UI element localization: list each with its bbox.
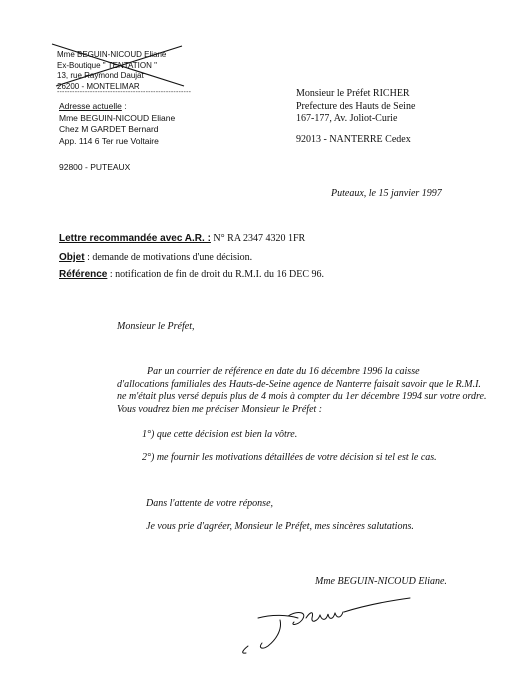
request-item-2: 2°) me fournir les motivations détaillées de votre décision si tel est le cas. xyxy=(142,452,437,463)
subject-value: : demande de motivations d'une décision. xyxy=(84,252,253,263)
old-address-line: 26200 - MONTELIMAR xyxy=(57,81,140,91)
old-address-line: Ex-Boutique " TENTATION " xyxy=(57,60,157,70)
old-address-line: Mme BEGUIN-NICOUD Eliane xyxy=(57,50,167,59)
subject-line xyxy=(59,252,252,263)
current-address-line: Chez M GARDET Bernard xyxy=(59,124,159,134)
recipient-city: 92013 - NANTERRE Cedex xyxy=(296,133,411,145)
old-address-line: 13, rue Raymond Daujat xyxy=(57,71,144,80)
handwritten-signature xyxy=(228,588,418,658)
recipient-office: Prefecture des Hauts de Seine xyxy=(296,100,416,112)
paragraph-line: Vous voudrez bien me préciser Monsieur le Préfet : xyxy=(117,403,323,415)
registered-letter-line xyxy=(59,233,305,244)
current-address-line: Mme BEGUIN-NICOUD Eliane xyxy=(59,112,176,123)
place-date: Puteaux, le 15 janvier 1997 xyxy=(331,188,442,199)
main-paragraph xyxy=(117,366,487,416)
recipient-name: Monsieur le Préfet RICHER xyxy=(296,88,410,99)
registered-letter-label: Lettre recommandée avec A.R. : xyxy=(59,233,211,244)
paragraph-line: Par un courrier de référence en date du 16 décembre 1996 la caisse xyxy=(147,366,420,377)
paragraph-line: d'allocations familiales des Hauts-de-Seine agence de Nanterre faisait savoir que le R.M.I. xyxy=(117,378,481,390)
paragraph-line: ne m'était plus versé depuis plus de 4 mois à compter du 1er décembre 1994 sur votre ordre. xyxy=(117,391,487,402)
sender-city: 92800 - PUTEAUX xyxy=(59,162,131,172)
salutation: Monsieur le Préfet, xyxy=(117,321,195,332)
reference-value: : notification de fin de droit du R.M.I. du 16 DEC 96. xyxy=(107,269,324,280)
registered-letter-number: N° RA 2347 4320 1FR xyxy=(210,233,306,244)
reference-label: Référence xyxy=(59,269,108,280)
reference-line xyxy=(59,269,324,280)
current-address-line: App. 114 6 Ter rue Voltaire xyxy=(59,135,159,146)
subject-label: Objet xyxy=(59,252,85,263)
closing-line-1: Dans l'attente de votre réponse, xyxy=(146,498,274,509)
crossout-mark xyxy=(44,40,189,90)
current-address-colon: : xyxy=(121,101,127,111)
recipient-street: 167-177, Av. Joliot-Curie xyxy=(296,113,398,124)
address-separator: ----------------------------------------------------- xyxy=(57,89,192,96)
closing-line-2: Je vous prie d'agréer, Monsieur le Préfet, mes sincères salutations. xyxy=(146,521,414,532)
signer-name: Mme BEGUIN-NICOUD Eliane. xyxy=(315,576,447,587)
current-address-label: Adresse actuelle xyxy=(59,101,122,111)
recipient-address xyxy=(296,88,415,146)
current-sender-address xyxy=(59,101,175,147)
request-item-1: 1°) que cette décision est bien la vôtre. xyxy=(142,429,298,440)
